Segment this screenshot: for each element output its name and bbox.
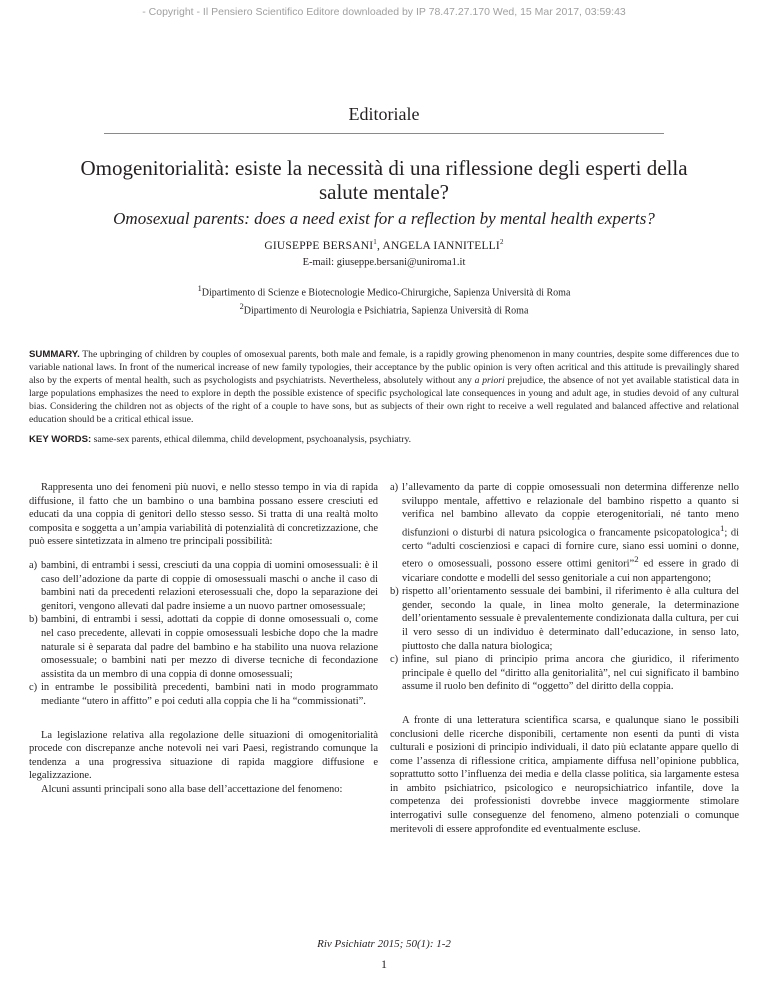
affiliation-marker: 2: [499, 238, 504, 247]
list-item-text: infine, sul piano di principio prima ancora che giuridico, il riferimento principale è quello del “diritto alla genitorialità”, nel cui significato il bambino assume il ruolo ben definito di “oggetto” del diritto della coppia.: [402, 654, 739, 693]
article-subtitle: Omosexual parents: does a need exist for a reflection by mental health experts?: [113, 209, 655, 228]
list-marker: c): [29, 682, 38, 694]
copyright-notice: - Copyright - Il Pensiero Scientifico Editore downloaded by IP 78.47.27.170 Wed, 15 Mar 2017, 03:59:43: [142, 6, 626, 18]
body-paragraph: A fronte di una letteratura scientifica scarsa, e qualunque siano le possibili conclusioni delle ricerche disponibili, certamente non esenti da punti di vista culturali e posizioni di principio individuali, il dato più eclatante appare quello di come l’assenza di riflessione critica, ampiamente diffusa nell’opinione pubblica, soprattutto sotto l’influenza dei media e della classe politica, sia largamente estesa in ambito psichiatrico, psicologico e neuropsichiatrico infantile, dove la competenza dei professionisti dovrebbe invece maggiormente stimolare interrogativi sulle conseguenze del fenomeno, almeno potenziali o comunque meritevoli di essere approfondite ed eventualmente escluse.: [390, 714, 739, 835]
author-name: ANGELA IANNITELLI: [382, 240, 500, 252]
list-item-text: in entrambe le possibilità precedenti, bambini nati in modo programmato mediante “utero in affitto” e poi ceduti alla coppia che li ha “commissionati”.: [41, 682, 378, 707]
section-heading: Editoriale: [348, 104, 420, 124]
list-item: [29, 559, 378, 613]
author-separator: ,: [377, 240, 383, 252]
abstract-text: The upbringing of children by couples of omosexual parents, both male and female, is a rapidly growing phenomenon in many countries, despite some differences due to variable national laws. In front of the numerical increase of new family typologies, their acceptance by the public opinion is very often acritical and this attitude is prevailingly shared also by the experts of mental health, such as psychologists and psychiatrists. Nevertheless, absolutely without any: [29, 349, 739, 386]
affiliation-marker: 1: [197, 284, 202, 293]
list-item-text: bambini, di entrambi i sessi, cresciuti da una coppia di uomini omosessuali: è il caso dell’adozione da parte di coppie di omosessuali maschi o anche il caso di bambini nati da precedenti relazioni eterosessuali che, dopo la separazione dei genitori, vengono allevati dal padre insieme a un nuovo partner omosessuale;: [41, 559, 378, 612]
author-email: E-mail: giuseppe.bersani@uniroma1.it: [302, 257, 466, 268]
affiliation: [0, 282, 768, 300]
list-item: [390, 653, 739, 694]
list-marker: b): [29, 614, 38, 626]
list-item: [390, 585, 739, 653]
affiliation-marker: 1: [373, 238, 377, 247]
body-paragraph: La legislazione relativa alla regolazione delle situazioni di omogenitorialità procede con discrepanze anche notevoli nei vari Paesi, registrando comunque la tendenza a una progressiva situazione di rapida maggiore diffusione e legalizzazione.: [29, 729, 378, 782]
abstract: [29, 349, 739, 426]
list-marker: c): [390, 654, 399, 666]
list-item: [29, 613, 378, 681]
abstract-italic-term: a priori: [474, 374, 505, 386]
list-marker: b): [390, 586, 399, 598]
keywords-text: same-sex parents, ethical dilemma, child development, psychoanalysis, psychiatry.: [91, 434, 412, 445]
page-number: 1: [381, 957, 387, 971]
journal-citation: Riv Psichiatr 2015; 50(1): 1-2: [317, 938, 451, 950]
affiliations: [0, 282, 768, 319]
list-marker: a): [390, 482, 399, 493]
article-title: Omogenitorialità: esiste la necessità di una riflessione degli esperti della salute mentale?: [80, 156, 688, 204]
author-name: GIUSEPPE BERSANI: [264, 240, 374, 252]
possibility-list: [29, 559, 378, 709]
section-divider: [104, 133, 664, 134]
author-line: [0, 240, 768, 252]
affiliation-text: Dipartimento di Neurologia e Psichiatria, Sapienza Università di Roma: [243, 305, 529, 317]
affiliation-marker: 2: [239, 302, 244, 312]
list-item-text: ; di certo “adulti coscienziosi e capaci di fornire cure, siano essi uomini o donne, etero o omosessuali, possono essere ottimi genitori”: [402, 527, 739, 570]
list-item-text: bambini, di entrambi i sessi, adottati da coppie di donne omosessuali o, come nel caso precedente, allevati in coppie omosessuali lesbiche dopo che la madre naturale si è separata dal padre del bambino e ha stabilito una nuova relazione omosessuale; o bambini nati per mezzo di diverse tecniche di fecondazione assistita da un membro di una coppia di donne omosessuali;: [41, 614, 378, 680]
list-item-text: l’allevamento da parte di coppie omosessuali non determina differenze nello sviluppo mentale, affettivo e relazionale del bambino rispetto a quanto si verifica nel bambino allevato da coppie eterogenitoriali, né tanto meno disfunzioni o disturbi di natura psicologica o francamente psicopatologica: [402, 482, 739, 539]
assumption-list: [390, 481, 739, 694]
list-item: [390, 481, 739, 585]
list-item: [29, 681, 378, 708]
list-marker: a): [29, 559, 38, 571]
citation-marker: 2: [634, 554, 639, 565]
affiliation: [0, 300, 768, 318]
body-paragraph: Alcuni assunti principali sono alla base dell’accettazione del fenomeno:: [41, 783, 343, 795]
abstract-text: prejudice, the absence of not yet available statistical data in large populations emphasizes the need to explore in depth the possible existence of specific psychological late consequences in young and adult age, in studies devoid of any cultural bias. Considering the children not as objects of the right of a couple to have sons, but as subjects of their own right to receive a well regulated and balanced affective and relational education should be a critical ethical issue.: [29, 374, 739, 425]
list-item-text: ed essere in grado di vicariare condotte e modelli del sesso genitoriale a cui non appartengono;: [402, 558, 739, 584]
citation-marker: 1: [720, 522, 725, 533]
body-paragraph: Rappresenta uno dei fenomeni più nuovi, e nello stesso tempo in via di rapida diffusione, il fatto che un bambino o una bambina possano essere cresciuti ed educati da una coppia di genitori dello stesso sesso. Si tratta di una realtà molto composita e soggetta a un’ampia variabilità di potenzialità di concretizzazione, che può essere sintetizzata in almeno tre principali possibilità:: [29, 482, 378, 548]
keywords-label: KEY WORDS:: [29, 434, 92, 445]
body-column-left: [29, 481, 378, 796]
keywords: [29, 433, 739, 446]
body-column-right: [390, 481, 739, 836]
abstract-label: SUMMARY.: [29, 349, 80, 360]
list-item-text: rispetto all’orientamento sessuale dei bambini, il riferimento è alla cultura del gender, secondo la quale, in linea molto generale, la determinazione dell’orientamento sessuale è prevalentemente condizionata dalla cultura, per cui il vero sesso di un individuo è determinato dall’educazione, in senso lato, piuttosto che dalla natura biologica;: [402, 586, 739, 652]
affiliation-text: Dipartimento di Scienze e Biotecnologie Medico-Chirurgiche, Sapienza Università di Roma: [201, 287, 571, 299]
